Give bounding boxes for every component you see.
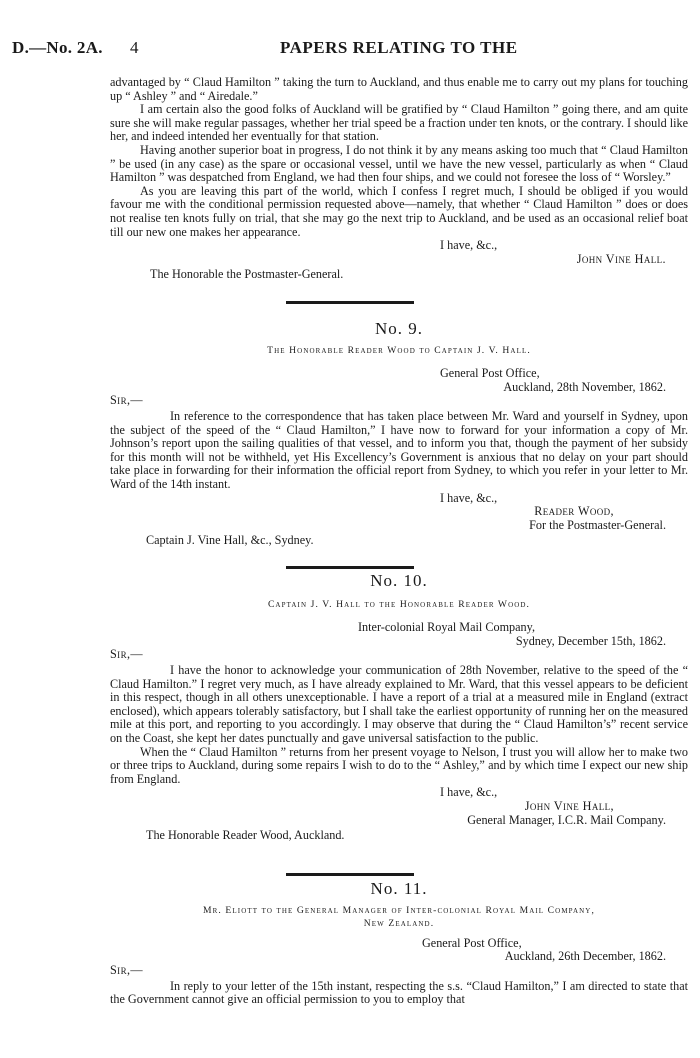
letter-11: [110, 879, 688, 1007]
sender-place: General Post Office,: [422, 935, 522, 950]
paragraph: advantaged by “ Claud Hamilton ” taking the turn to Auckland, and thus enable me to carry out my plans for touching up “ Ashley ” and “ Airedale.”: [110, 75, 688, 103]
letter-caption: The Honorable Reader Wood to Captain J. V. Hall.: [267, 344, 531, 356]
letter-date: Sydney, December 15th, 1862.: [515, 633, 666, 648]
paragraph: I am certain also the good folks of Auckland will be gratified by “ Claud Hamilton ” going there, and am quite sure she will make regular passages, whether her trial speed be a fraction under ten knots, or the contrary. I should like her, and indeed intended her eventually for that station.: [110, 102, 688, 144]
addressee: The Honorable Reader Wood, Auckland.: [146, 828, 345, 843]
letter-8-continued: [110, 76, 688, 282]
signature-role: For the Postmaster-General.: [529, 517, 666, 532]
section-divider: [0, 301, 700, 304]
sender-place: Inter-colonial Royal Mail Company,: [358, 620, 535, 635]
signature: Reader Wood,: [534, 504, 614, 519]
addressee: Captain J. Vine Hall, &c., Sydney.: [146, 533, 314, 548]
letter-date: Auckland, 28th November, 1862.: [503, 379, 666, 394]
addressee: The Honorable the Postmaster-General.: [150, 267, 344, 282]
section-divider: [0, 873, 700, 876]
letter-body: In reply to your letter of the 15th instant, respecting the s.s. “Claud Hamilton,” I am directed to state that the Government cannot give an official permission to you to employ that: [110, 978, 688, 1007]
page-number: 4: [130, 38, 139, 57]
sender-place: General Post Office,: [440, 366, 540, 381]
closing: I have, &c.,: [440, 490, 498, 505]
paragraph: When the “ Claud Hamilton ” returns from her present voyage to Nelson, I trust you will allow her to make two or three trips to Auckland, during some repairs I wish to do to the “ Ashley,” and by which time I expect our new ship from England.: [110, 744, 688, 786]
signature-role: General Manager, I.C.R. Mail Company.: [467, 812, 666, 827]
signature: John Vine Hall,: [524, 798, 614, 813]
paragraph: As you are leaving this part of the world, which I confess I regret much, I should be obliged if you would favour me with the conditional permission requested above—namely, that whether “ Claud Hamilton ” does or does not realise ten knots fully on trial, that she may go the next trip to Auckland, and be used as an occasional relief boat till our new one makes her appearance.: [110, 183, 688, 239]
salutation: Sir,—: [110, 647, 144, 662]
closing: I have, &c.,: [440, 238, 498, 253]
letter-number: No. 11.: [370, 879, 428, 898]
letter-caption-continued: New Zealand.: [363, 918, 435, 930]
letter-body: In reference to the correspondence that has taken place between Mr. Ward and yourself in Sydney, upon the subject of the speed of the “ Claud Hamilton,” I have now to forward for your information a copy of Mr. Johnson’s report upon the sailing qualities of that vessel, and to inform you that, though the payment of her subsidy for this month will not be withheld, yet His Excellency’s Government is anxious that no delay on your part should take place in forwarding for their information the official report from Sydney, to which you refer in your letter to Mr. Ward of the 14th instant.: [110, 408, 688, 491]
salutation: Sir,—: [110, 962, 144, 977]
letter-number: No. 9.: [374, 319, 424, 338]
page-header: [12, 38, 686, 60]
letter-number: No. 10.: [370, 571, 428, 590]
running-title: PAPERS RELATING TO THE: [280, 38, 518, 57]
letter-9: [110, 319, 688, 548]
closing: I have, &c.,: [440, 785, 498, 800]
letter-caption: Captain J. V. Hall to the Honorable Reader Wood.: [267, 598, 531, 610]
document-reference: D.—No. 2A.: [12, 38, 103, 57]
salutation: Sir,—: [110, 393, 144, 408]
letter-10: [110, 571, 688, 843]
paragraph: Having another superior boat in progress, I do not think it by any means asking too much that “ Claud Hamilton ” be used (in any case) as the spare or occasional vessel, until we have the new vessel, particularly as when “ Claud Hamilton ” was despatched from England, we had then four ships, and we could not foresee the loss of “ Worsley.”: [110, 142, 688, 185]
letter-caption: Mr. Eliott to the General Manager of Inter-colonial Royal Mail Company,: [203, 904, 595, 916]
signature: John Vine Hall.: [576, 251, 666, 266]
paragraph: I have the honor to acknowledge your communication of 28th November, relative to the speed of the “ Claud Hamilton.” I regret very much, as I have already explained to Mr. Ward, that this vessel appears to be deficient in this respect, though in all others unexceptionable. I have a report of a trial at a measured mile in England (extract enclosed), which appears tolerably satisfactory, but I shall take the earliest opportunity of running her on the measured mile at this port, and reporting to you accordingly. I may observe that during the “ Claud Hamilton’s” recent service on the Coast, she kept her dates punctually and gave universal satisfaction to the public.: [110, 662, 688, 745]
letter-date: Auckland, 26th December, 1862.: [504, 949, 666, 964]
section-divider: [0, 566, 700, 569]
